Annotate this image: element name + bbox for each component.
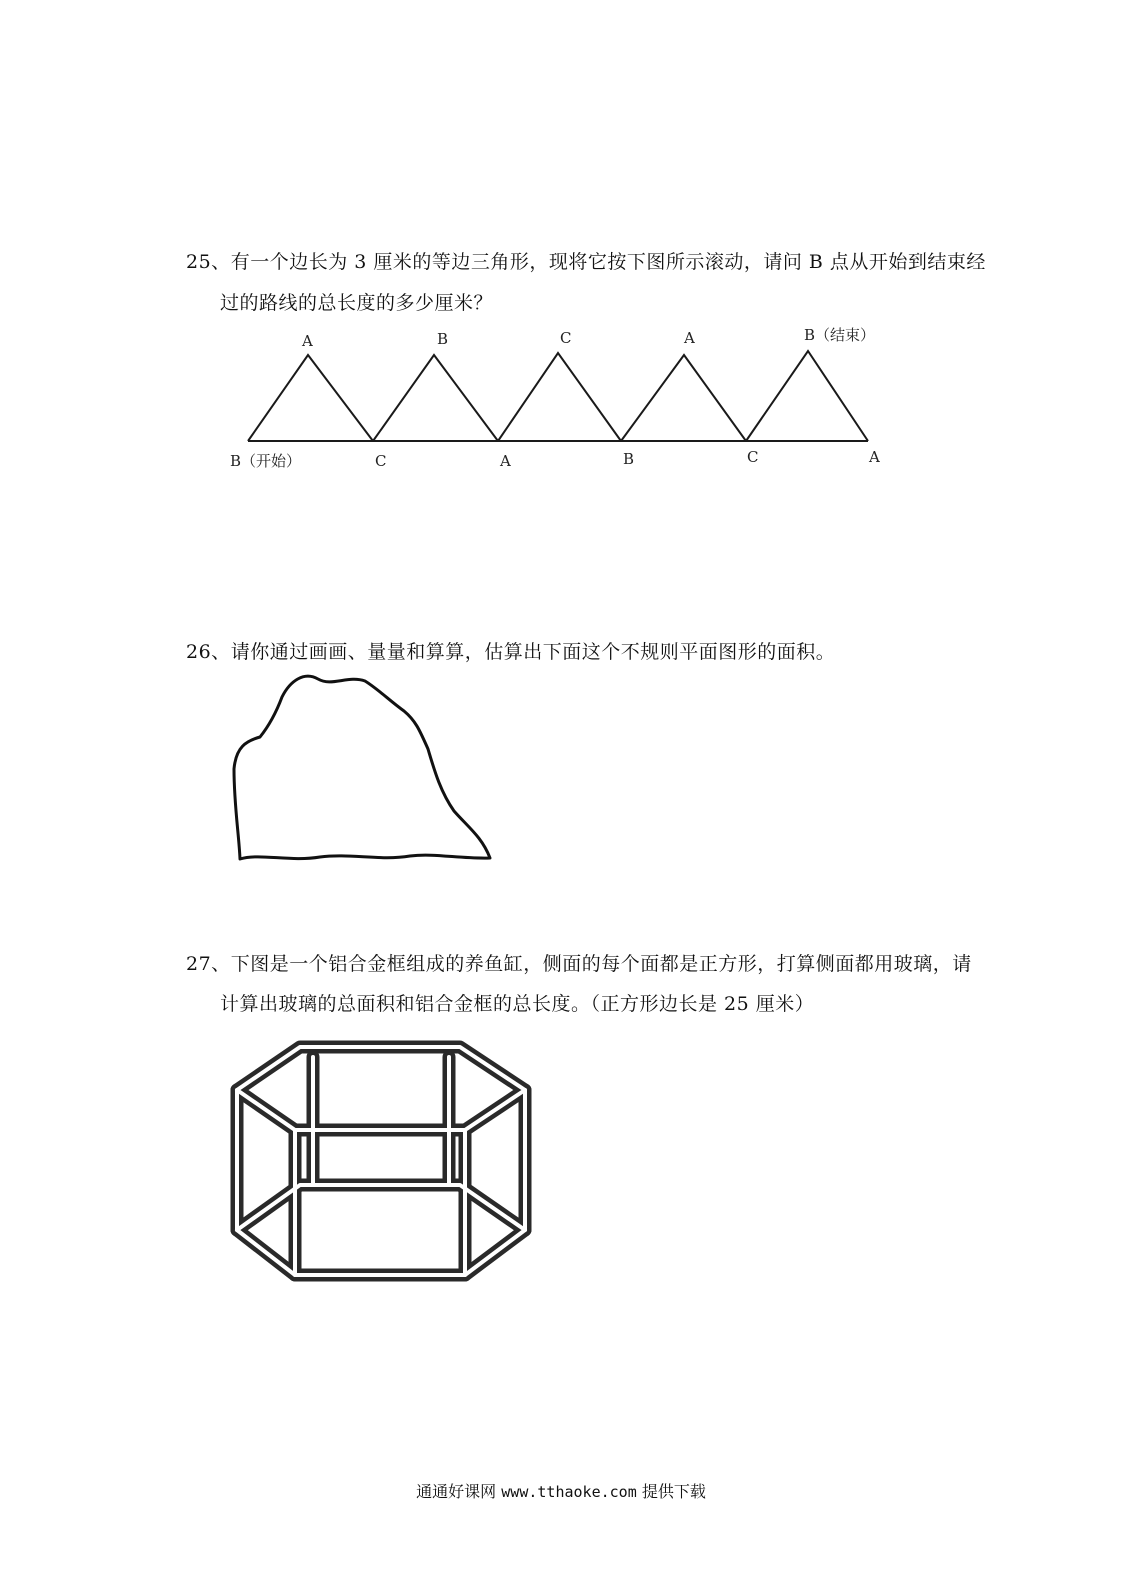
top-label-a1: A: [302, 332, 313, 350]
q26-text-line1: 请你通过画画、量量和算算，估算出下面这个不规则平面图形的面积。: [230, 641, 836, 663]
irregular-shape: [234, 676, 490, 859]
q27-text-line1: 下图是一个铝合金框组成的养鱼缸，侧面的每个面都是正方形，打算侧面都用玻璃，请: [230, 953, 972, 975]
bottom-label-c2: C: [747, 448, 759, 466]
top-label-c1: C: [560, 329, 572, 347]
page-footer: [0, 1481, 1122, 1503]
bottom-label-b1: B: [623, 450, 635, 468]
triangle-1: [248, 355, 373, 441]
triangle-5: [746, 351, 868, 441]
triangle-3: [498, 353, 621, 441]
bottom-label-b-start: B（开始）: [230, 452, 302, 470]
bottom-label-c1: C: [375, 452, 387, 470]
rolling-triangles-figure: [230, 335, 930, 495]
q25-line2: 过的路线的总长度的多少厘米？: [220, 292, 494, 314]
top-label-b-end: B（结束）: [804, 326, 876, 344]
top-label-a2: A: [684, 329, 695, 347]
footer-site-name: 通通好课网: [416, 1482, 497, 1501]
footer-suffix: 提供下载: [641, 1482, 706, 1501]
bottom-label-a2: A: [869, 448, 880, 466]
q25-text-line1: 有一个边长为 3 厘米的等边三角形，现将它按下图所示滚动，请问 B 点从开始到结束经: [230, 251, 986, 273]
q26-number: 26、: [186, 641, 231, 663]
triangle-4: [621, 355, 746, 441]
q25-line1: [186, 243, 986, 281]
hexagonal-fish-tank-figure: [225, 1035, 545, 1295]
top-label-b1: B: [437, 330, 449, 348]
q27-line1: [186, 945, 972, 983]
irregular-shape-figure: [220, 665, 520, 885]
bottom-label-a1: A: [500, 452, 511, 470]
footer-url-link[interactable]: www.tthaoke.com: [501, 1483, 637, 1501]
q27-number: 27、: [186, 953, 231, 975]
triangle-2: [373, 355, 498, 441]
q27-line2: 计算出玻璃的总面积和铝合金框的总长度。（正方形边长是 25 厘米）: [220, 993, 815, 1015]
q25-number: 25、: [186, 251, 231, 273]
